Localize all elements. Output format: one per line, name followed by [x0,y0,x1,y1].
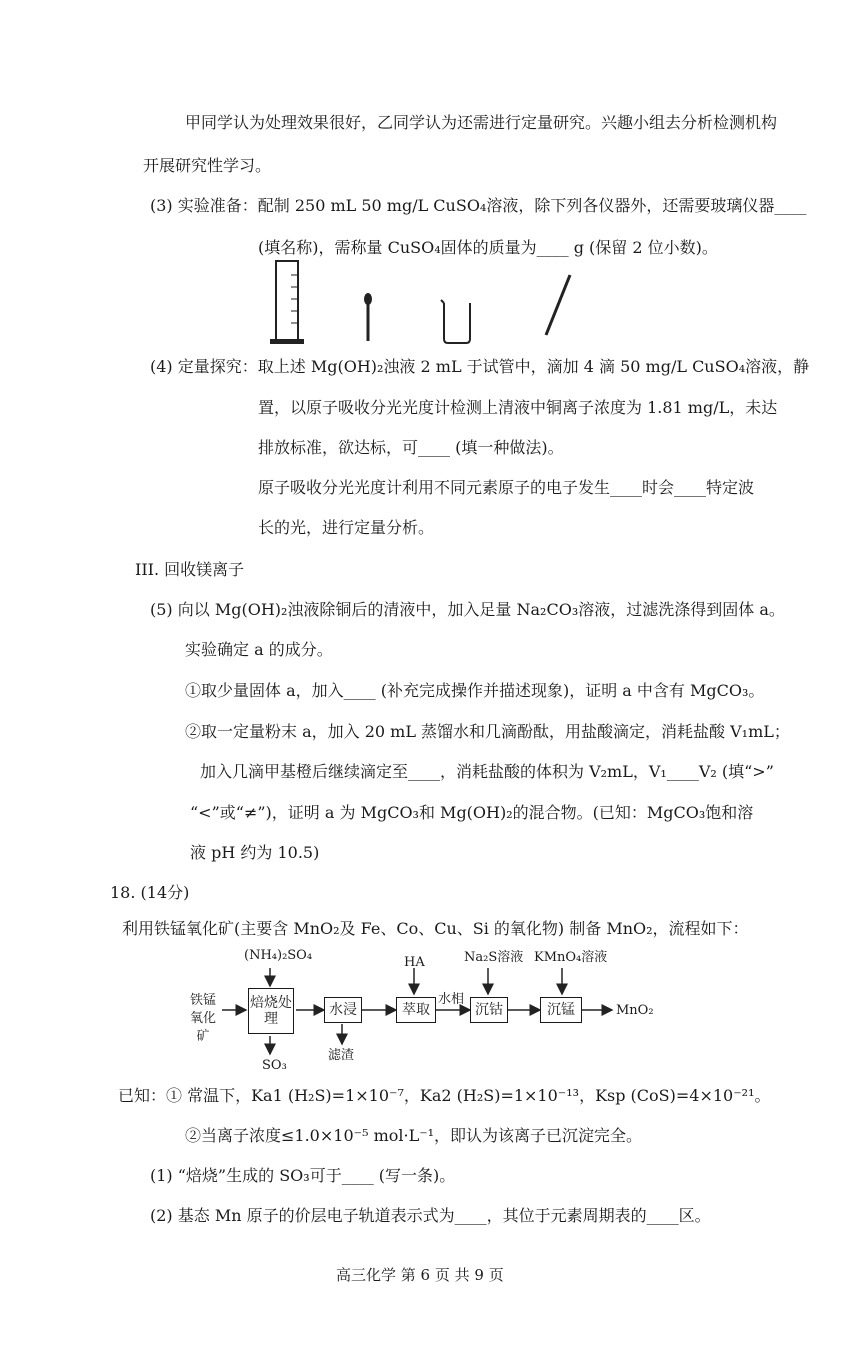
beaker-icon [441,300,470,343]
known-condition-1: 已知：① 常温下，Ka1 (H₂S)=1×10⁻⁷，Ka2 (H₂S)=1×10⁻¹³，Ksp (CoS)=4×10⁻²¹。 [118,1086,771,1105]
flow-box-water-leach: 水浸 [324,997,362,1023]
flow-reagent-1: (NH₄)₂SO₄ [244,948,313,963]
flow-reagent-5: KMnO₄溶液 [534,950,608,965]
question-4-line-2: 置，以原子吸收分光光度计检测上清液中铜离子浓度为 1.81 mg/L，未达 [258,398,778,417]
flow-product: MnO₂ [616,1003,654,1018]
question-5-line-4: ②取一定量粉末 a，加入 20 mL 蒸馏水和几滴酚酞，用盐酸滴定，消耗盐酸 V₁mL； [185,722,790,741]
flow-output-2: 滤渣 [328,1048,355,1063]
flow-reagent-4: Na₂S溶液 [464,950,524,965]
question-4-line-4: 原子吸收分光光度计利用不同元素原子的电子发生____时会____特定波 [258,478,755,497]
question-5-line-2: 实验确定 a 的成分。 [185,640,333,659]
known-condition-2: ②当离子浓度≤1.0×10⁻⁵ mol·L⁻¹，即认为该离子已沉淀完全。 [185,1126,643,1145]
question-18-heading: 18. (14分) [110,883,190,902]
question-5-line-7: 液 pH 约为 10.5) [190,843,320,862]
question-4-line-5: 长的光，进行定量分析。 [258,518,435,537]
question-4-line-1: (4) 定量探究：取上述 Mg(OH)₂浊液 2 mL 于试管中，滴加 4 滴 50 mg/L CuSO₄溶液，静 [150,357,810,376]
graduated-cylinder-icon [270,261,304,344]
dropper-icon [364,293,372,341]
text-line-2: 开展研究性学习。 [143,156,272,175]
text-line-1: 甲同学认为处理效果很好，乙同学认为还需进行定量研究。兴趣小组去分析检测机构 [185,113,778,132]
flow-reagent-3: HA [404,955,425,970]
question-3-line-2: (填名称)，需称量 CuSO₄固体的质量为____ g (保留 2 位小数)。 [258,238,718,257]
question-5-line-5: 加入几滴甲基橙后继续滴定至____，消耗盐酸的体积为 V₂mL，V₁____V₂ (填“>” [200,762,774,781]
page-footer: 高三化学 第 6 页 共 9 页 [336,1266,504,1284]
flow-box-roasting: 焙烧处理 [248,988,294,1034]
flow-box-extraction: 萃取 [396,997,436,1023]
question-5-line-3: ①取少量固体 a，加入____ (补充完成操作并描述现象)，证明 a 中含有 MgCO₃。 [185,681,765,700]
glass-rod-icon [546,275,570,335]
question-3-line-1: (3) 实验准备：配制 250 mL 50 mg/L CuSO₄溶液，除下列各仪器外，还需要玻璃仪器____ [150,196,807,215]
question-4-line-3: 排放标准，欲达标，可____ (填一种做法)。 [258,438,564,457]
question-5-line-6: “<”或“≠”)，证明 a 为 MgCO₃和 Mg(OH)₂的混合物。(已知：MgCO₃饱和溶 [190,803,754,822]
flow-aqueous-label: 水相 [438,992,465,1007]
flow-box-cobalt-precip: 沉钴 [470,997,508,1023]
question-18-2: (2) 基态 Mn 原子的价层电子轨道表示式为____，其位于元素周期表的____区。 [150,1206,711,1225]
flow-box-manganese-precip: 沉锰 [540,997,582,1023]
flow-input-label: 铁锰氧化矿 [189,993,216,1044]
lab-apparatus-figure [260,255,590,355]
flow-output-1: SO₃ [262,1058,287,1073]
section-iii-heading: III. 回收镁离子 [135,560,245,579]
question-18-1: (1) “焙烧”生成的 SO₃可于____ (写一条)。 [150,1166,456,1185]
question-5-line-1: (5) 向以 Mg(OH)₂浊液除铜后的清液中，加入足量 Na₂CO₃溶液，过滤洗涤得到固体 a。 [150,600,785,619]
question-18-intro: 利用铁锰氧化矿(主要含 MnO₂及 Fe、Co、Cu、Si 的氧化物) 制备 MnO₂，流程如下： [122,919,749,938]
